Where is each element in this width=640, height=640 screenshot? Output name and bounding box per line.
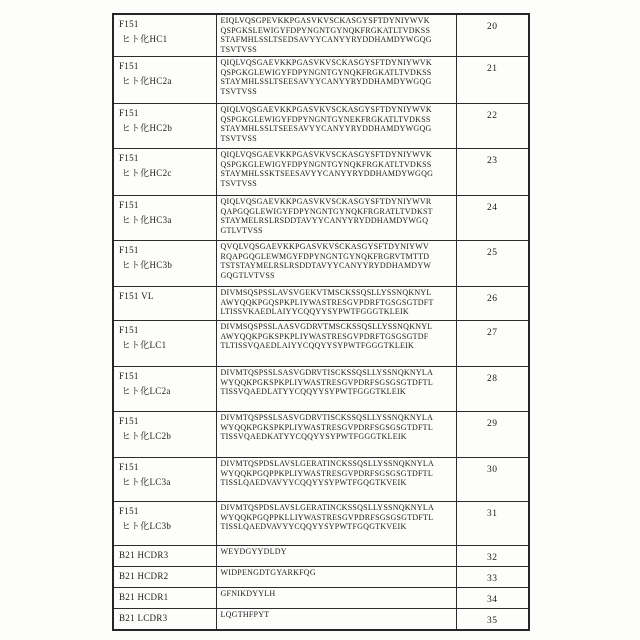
table-row <box>113 501 529 545</box>
entry-name-cell <box>113 103 216 148</box>
seq-id-cell <box>456 411 529 457</box>
sequence-text: DIVMSQSPSSLAASVGDRVTMSCKSSQSLLYSSNQKNYL AWYQQKPGKSPKPLIYWASTRESGVPDRFTGSGSGTDF TLTISSVQAEDLAIYYCQQYYSYPWTFGGGTKLEIK <box>220 321 433 351</box>
entry-name-cell <box>113 457 216 501</box>
entry-name: B21 HCDR1 <box>119 591 169 602</box>
sequence-cell <box>216 501 456 545</box>
sequence-cell <box>216 411 456 457</box>
entry-name: B21 LCDR3 <box>119 612 168 623</box>
sequence-cell <box>216 566 456 587</box>
entry-name: F151 ヒト化LC3b <box>119 505 172 531</box>
entry-name: F151 ヒト化HC3a <box>119 199 172 225</box>
sequence-text: DIVMTQSPSSLSASVGDRVTISCKSSQSLLYSSNQKNYLA WYQQKPGKSPKPLIYWASTRESGVPDRFSGSGSGTDFTL TISSVQAEDLATYYCQQYYSYPWTFGGGTKLEIK <box>220 367 434 397</box>
sequence-text: QIQLVQSGAEVKKPGASVKVSCKASGYSFTDYNIYWVK QSPGKGLEWIGYFDPYNGNTGYNQKFRGKATLTVDKSS STAYMHLSSKTSEESAVYYCANYYRYDDHAMDYWGQG TSVTVSS <box>220 149 434 188</box>
sequence-text: DIVMSQSPSSLAVSVGEKVTMSCKSSQSLLYSSNQKNYL AWYQQKPGQSPKPLIYWASTRESGVPDRFTGSGSGTDFT LTISSVKAEDLAIYYCQQYYSYPWTFGGGTKLEIK <box>220 287 434 317</box>
sequence-cell <box>216 545 456 566</box>
sequence-cell <box>216 366 456 411</box>
seq-id-cell <box>456 240 529 286</box>
sequence-text: DIVMTQSPSSLSASVGDRVTISCKSSQSLLYSSNQKNYLA WYQQKPGKSPKPLIYWASTRESGVPDRFSGSGSGTDFTL TISSVQAEDKATYYCQQYYSYPWTFGGGTKLEIK <box>220 412 434 442</box>
sequence-cell <box>216 457 456 501</box>
entry-name: F151 ヒト化LC1 <box>119 324 167 350</box>
entry-name-cell <box>113 587 216 608</box>
sequence-table <box>112 13 530 631</box>
table-row <box>113 320 529 366</box>
entry-name-cell <box>113 148 216 195</box>
seq-id-number: 30 <box>487 464 498 475</box>
entry-name-cell <box>113 195 216 240</box>
table-row <box>113 148 529 195</box>
sequence-text: QIQLVQSGAEVKKPGASVKVSCKASGYSFTDYNIYWVK QSPGKGLEWIGYFDPYNGNTGYNQKFRGKATLTVDKSS STAYMHLSSLTSEESAVYYCANYYRYDDHAMDYWGQG TSVTVSS <box>220 57 432 96</box>
entry-name: B21 HCDR2 <box>119 570 169 581</box>
sequence-text: EIQLVQSGPEVKKPGASVKVSCKASGYSFTDYNIYWVK QSPGKSLEWIGYFDPYNGNTGYNQKFRGKATLTVDKSS STAFMHLSSLTSEDSAVYYCANYYRYDDHAMDYWGQG TSVTVSS <box>220 16 432 55</box>
seq-id-number: 25 <box>487 247 498 258</box>
seq-id-number: 21 <box>487 63 498 74</box>
seq-id-number: 24 <box>487 202 498 213</box>
entry-name-cell <box>113 320 216 366</box>
sequence-text: DIVMTQSPDSLAVSLGERATINCKSSQSLLYSSNQKNYLA WYQQKPGQPPKLLIYWASTRESGVPDRFSGSGSGTDFTL TISSLQAEDVAVYYCQQYYSYPWTFGQGTKVEIK <box>220 502 435 532</box>
seq-id-number: 27 <box>487 327 498 338</box>
entry-name-cell <box>113 566 216 587</box>
sequence-text: QIQLVQSGAEVKKPGASVKVSCKASGYSFTDYNIYWVR QAPGQGLEWIGYFDPYNGNTGYNQKFRGRATLTVDKST STAYMELRSLRSDDTAVYYCANYYRYDDHAMDYWGQ GTLVTVSS <box>220 196 433 235</box>
table-row <box>113 56 529 103</box>
sequence-text: WEYDGYYDLDY <box>220 546 287 556</box>
table-row <box>113 587 529 608</box>
sequence-text: DIVMTQSPDSLAVSLGERATINCKSSQSLLYSSNQKNYLA WYQQKPGQPPKPLIYWASTRESGVPDRFSGSGSGTDFTL TISSLQAEDVAVYYCQQYYSYPWTFGQGTKVEIK <box>220 458 435 488</box>
seq-id-cell <box>456 587 529 608</box>
entry-name-cell <box>113 411 216 457</box>
entry-name-cell <box>113 366 216 411</box>
seq-id-cell <box>456 366 529 411</box>
sequence-cell <box>216 56 456 103</box>
table-row <box>113 286 529 320</box>
seq-id-cell <box>456 148 529 195</box>
seq-id-cell <box>456 195 529 240</box>
seq-id-cell <box>456 457 529 501</box>
seq-id-number: 31 <box>487 508 498 519</box>
seq-id-cell <box>456 566 529 587</box>
sequence-cell <box>216 14 456 56</box>
entry-name: F151 ヒト化HC2a <box>119 60 172 86</box>
entry-name-cell <box>113 240 216 286</box>
seq-id-number: 20 <box>487 22 498 32</box>
seq-id-number: 34 <box>487 594 498 605</box>
entry-name: F151 ヒト化LC2b <box>119 415 172 441</box>
seq-id-cell <box>456 14 529 56</box>
sequence-cell <box>216 148 456 195</box>
sequence-text: GFNIKDYYLH <box>220 588 276 598</box>
sequence-text: QVQLVQSGAEVKKPGASVKVSCKASGYSFTDYNIYWV RQAPGQGLEWMGYFDPYNGNTGYNQKFRGRVTMTTD TSTSTAYMELRSLRSDDTAVYYCANYYRYDDHAMDYW GQGTLVTVSS <box>220 241 432 280</box>
entry-name: B21 HCDR3 <box>119 549 169 560</box>
sequence-cell <box>216 103 456 148</box>
seq-id-number: 32 <box>487 552 498 563</box>
table-row <box>113 608 529 630</box>
entry-name-cell <box>113 545 216 566</box>
table-row <box>113 103 529 148</box>
entry-name: F151 ヒト化LC3a <box>119 461 171 487</box>
sequence-cell <box>216 240 456 286</box>
seq-id-cell <box>456 545 529 566</box>
sequence-cell <box>216 320 456 366</box>
entry-name: F151 ヒト化HC2c <box>119 152 172 178</box>
seq-id-number: 29 <box>487 418 498 429</box>
entry-name: F151 VL <box>119 290 154 301</box>
table-row <box>113 366 529 411</box>
sequence-text: LQGTHFPYT <box>220 609 270 619</box>
entry-name: F151 ヒト化HC3b <box>119 244 173 270</box>
seq-id-number: 26 <box>487 293 498 304</box>
table-row <box>113 195 529 240</box>
table-row <box>113 240 529 286</box>
seq-id-cell <box>456 103 529 148</box>
table-row <box>113 411 529 457</box>
entry-name-cell <box>113 501 216 545</box>
seq-id-cell <box>456 56 529 103</box>
entry-name: F151 ヒト化HC1 <box>119 19 168 44</box>
table-row <box>113 457 529 501</box>
entry-name: F151 ヒト化HC2b <box>119 107 173 133</box>
sequence-table-body <box>113 14 529 630</box>
seq-id-number: 33 <box>487 573 498 584</box>
table-row <box>113 566 529 587</box>
entry-name: F151 ヒト化LC2a <box>119 370 171 396</box>
seq-id-number: 28 <box>487 373 498 384</box>
seq-id-cell <box>456 286 529 320</box>
seq-id-cell <box>456 608 529 630</box>
seq-id-cell <box>456 501 529 545</box>
sequence-cell <box>216 608 456 630</box>
sequence-cell <box>216 286 456 320</box>
entry-name-cell <box>113 56 216 103</box>
seq-id-cell <box>456 320 529 366</box>
table-row <box>113 14 529 56</box>
entry-name-cell <box>113 286 216 320</box>
entry-name-cell <box>113 14 216 56</box>
seq-id-number: 23 <box>487 155 498 166</box>
entry-name-cell <box>113 608 216 630</box>
sequence-cell <box>216 587 456 608</box>
seq-id-number: 35 <box>487 615 498 626</box>
sequence-cell <box>216 195 456 240</box>
seq-id-number: 22 <box>487 110 498 121</box>
sequence-text: WIDPENGDTGYARKFQG <box>220 567 316 577</box>
table-row <box>113 545 529 566</box>
sequence-text: QIQLVQSGAEVKKPGASVKVSCKASGYSFTDYNIYWVK QSPGKGLEWIGYFDPYNGNTGYNEKFRGKATLTVDKSS STAYMHLSSLTSEESAVYYCANYYRYDDHAMDYWGQG TSVTVSS <box>220 104 432 143</box>
